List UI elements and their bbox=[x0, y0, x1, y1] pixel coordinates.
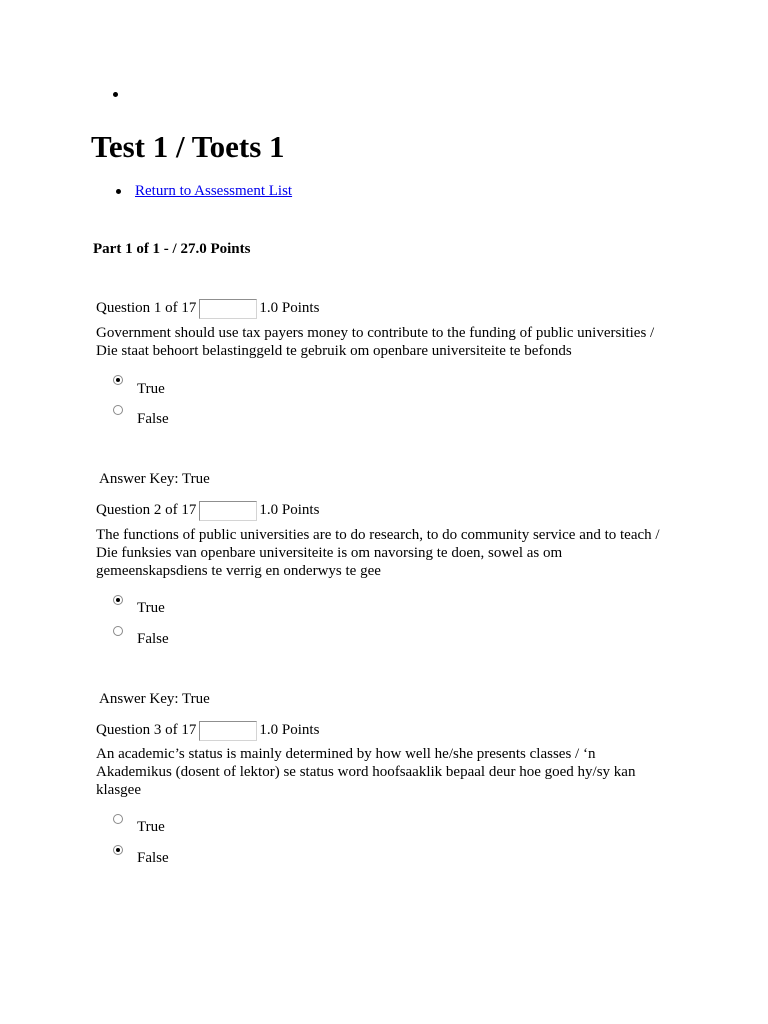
page-title: Test 1 / Toets 1 bbox=[91, 129, 285, 164]
list-bullet bbox=[113, 92, 118, 97]
radio-false[interactable] bbox=[113, 845, 123, 855]
question-header bbox=[96, 499, 319, 519]
return-to-assessment-list-link[interactable]: Return to Assessment List bbox=[135, 183, 293, 199]
option-label-false: False bbox=[137, 411, 169, 427]
question-header bbox=[96, 297, 319, 317]
score-input[interactable] bbox=[199, 721, 257, 741]
radio-true[interactable] bbox=[113, 375, 123, 385]
question-points: 1.0 Points bbox=[259, 722, 320, 738]
question-header bbox=[96, 719, 319, 739]
question-text: An academic’s status is mainly determined by how well he/she presents classes / ‘n Akademikus (dosent of lektor) se status word hoofsaaklik bepaal deur hoe goed hy/sy kan klasgee bbox=[96, 746, 636, 798]
option-label-false: False bbox=[137, 850, 169, 866]
question-label: Question 1 of 17 bbox=[96, 300, 197, 316]
option-label-false: False bbox=[137, 631, 169, 647]
score-input[interactable] bbox=[199, 501, 257, 521]
answer-key: Answer Key: True bbox=[99, 471, 210, 487]
question-points: 1.0 Points bbox=[259, 502, 320, 518]
list-bullet bbox=[116, 189, 121, 194]
radio-false[interactable] bbox=[113, 626, 123, 636]
question-label: Question 2 of 17 bbox=[96, 502, 197, 518]
question-label: Question 3 of 17 bbox=[96, 722, 197, 738]
question-text: Government should use tax payers money to contribute to the funding of public universities / Die staat behoort belastinggeld te gebruik om openbare universiteite te befonds bbox=[96, 325, 655, 359]
radio-true[interactable] bbox=[113, 814, 123, 824]
score-input[interactable] bbox=[199, 299, 257, 319]
part-heading: Part 1 of 1 - / 27.0 Points bbox=[93, 241, 251, 257]
question-text: The functions of public universities are to do research, to do community service and to teach / Die funksies van openbare universiteite is om navorsing te doen, sowel as om gemeenskapsdiens te verrig en onderwys te gee bbox=[96, 527, 660, 579]
question-points: 1.0 Points bbox=[259, 300, 320, 316]
option-label-true: True bbox=[137, 819, 165, 835]
option-label-true: True bbox=[137, 600, 165, 616]
radio-true[interactable] bbox=[113, 595, 123, 605]
option-label-true: True bbox=[137, 381, 165, 397]
answer-key: Answer Key: True bbox=[99, 691, 210, 707]
radio-false[interactable] bbox=[113, 405, 123, 415]
